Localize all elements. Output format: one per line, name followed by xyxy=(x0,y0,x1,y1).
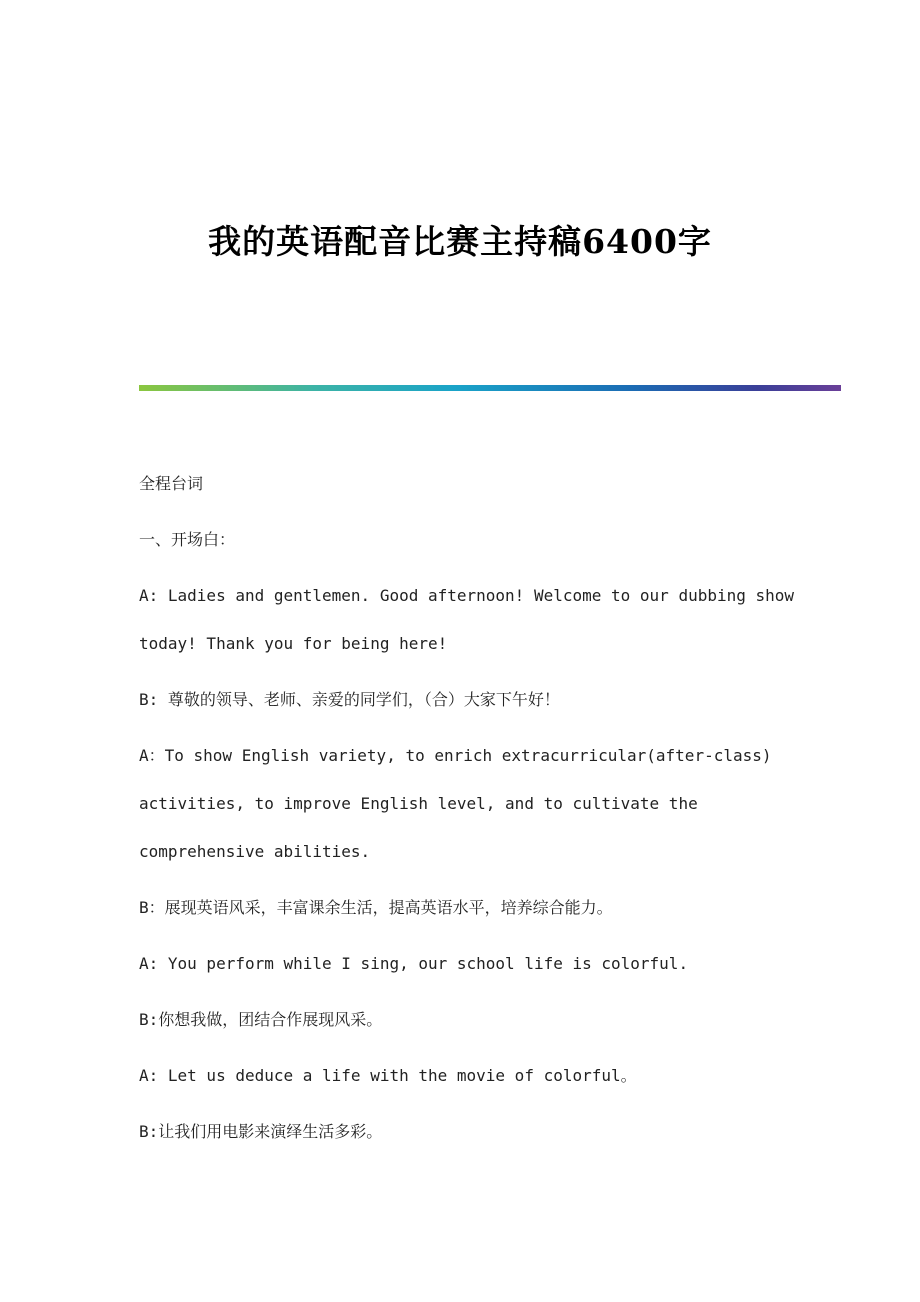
dialogue-line: A: You perform while I sing, our school life is colorful. xyxy=(139,954,689,973)
dialogue-line: B：展现英语风采，丰富课余生活，提高英语水平，培养综合能力。 xyxy=(139,898,613,917)
document-body xyxy=(139,460,819,1164)
dialogue-line: A：To show English variety, to enrich extracurricular(after-class) activities, to improve English level, and to cultivate the comprehensive abilities. xyxy=(139,746,772,861)
section-subheading: 一、开场白： xyxy=(139,530,236,549)
dialogue-line: A: Let us deduce a life with the movie of colorful。 xyxy=(139,1066,637,1085)
title-divider xyxy=(139,385,841,391)
dialogue-line: B:让我们用电影来演绎生活多彩。 xyxy=(139,1122,383,1141)
document-title: 我的英语配音比赛主持稿6400字 xyxy=(208,222,712,261)
section-heading: 全程台词 xyxy=(139,474,204,493)
dialogue-line: A: Ladies and gentlemen. Good afternoon! Welcome to our dubbing show today! Thank you for being here! xyxy=(139,586,795,653)
dialogue-line: B: 尊敬的领导、老师、亲爱的同学们，（合）大家下午好！ xyxy=(139,690,560,709)
dialogue-line: B:你想我做，团结合作展现风采。 xyxy=(139,1010,383,1029)
